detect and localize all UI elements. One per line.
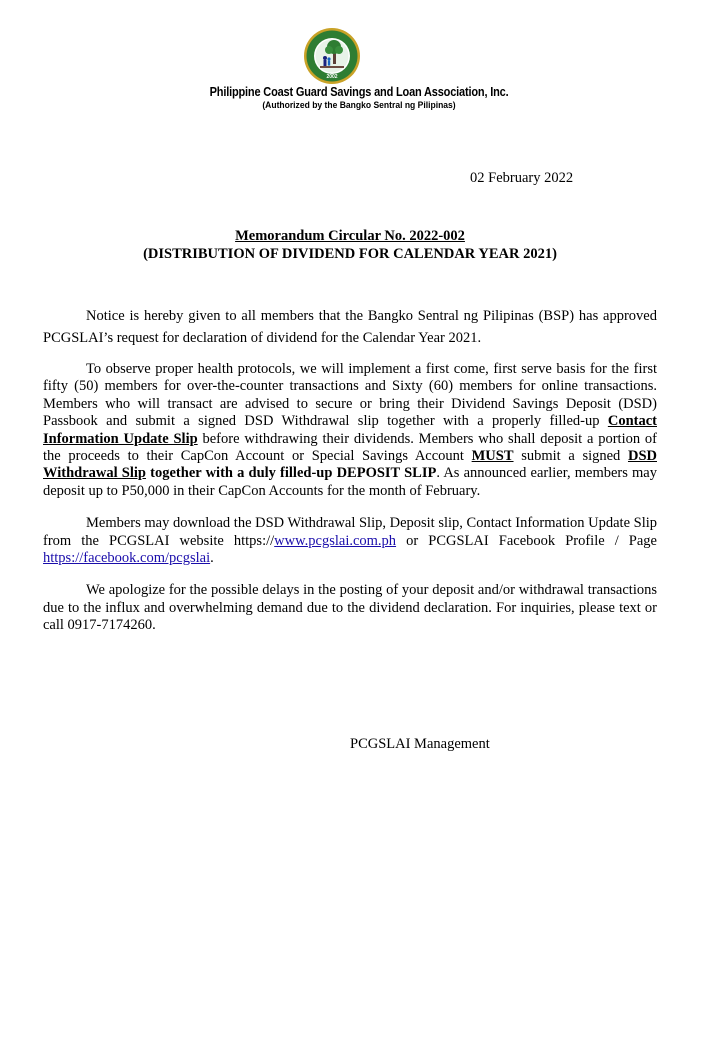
- paragraph-apology: We apologize for the possible delays in the posting of your deposit and/or withdrawal transactions due to the influx and overwhelming demand due to the dividend declaration. For inquiries, please text or call 0917-7174260.: [43, 582, 657, 634]
- paragraph-downloads: Members may download the DSD Withdrawal Slip, Deposit slip, Contact Information Update Slip from the PCGSLAI website https://www.pcgslai.com.ph or PCGSLAI Facebook Profile / Page https://facebook.com/pcgslai.: [43, 515, 658, 567]
- website-link[interactable]: www.pcgslai.com.ph: [274, 532, 397, 549]
- memo-title: Memorandum Circular No. 2022-002: [235, 228, 465, 244]
- seal-year: 2002: [326, 74, 338, 80]
- paragraph-health-protocols: To observe proper health protocols, we will implement a first come, first serve basis for the first fifty (50) members for over-the-counter transactions and Sixty (60) members for online transactions. Members who will transact are advised to secure or bring their Dividend Savings Deposit (DSD) Passbook and submit a signed DSD Withdrawal slip together with a properly filled-up Contact Information Update Slip before withdrawing their dividends. Members who shall deposit a portion of the proceeds to their CapCon Account or Special Savings Account MUST submit a signed DSD Withdrawal Slip together with a duly filled-up DEPOSIT SLIP. As announced earlier, members may deposit up to P50,000 in their CapCon Accounts for the month of February.: [43, 361, 658, 499]
- organization-authorization: (Authorized by the Bangko Sentral ng Pilipinas): [262, 100, 456, 111]
- memo-date: 02 February 2022: [470, 170, 574, 186]
- organization-name: Philippine Coast Guard Savings and Loan Association, Inc.: [209, 85, 509, 99]
- memo-subtitle: (DISTRIBUTION OF DIVIDEND FOR CALENDAR YEAR 2021): [143, 246, 557, 262]
- pcgslai-seal-icon: [300, 27, 364, 85]
- facebook-link[interactable]: https://facebook.com/pcgslai: [43, 550, 211, 567]
- dsd-withdrawal-slip-emphasis: DSD Withdrawal Slip: [43, 448, 657, 482]
- deposit-slip-emphasis: together with a duly filled-up DEPOSIT SLIP: [150, 465, 437, 482]
- must-emphasis: MUST: [471, 448, 514, 465]
- signature: PCGSLAI Management: [350, 736, 490, 752]
- contact-information-slip-emphasis: Contact Information Update Slip: [43, 413, 657, 447]
- paragraph-notice: Notice is hereby given to all members that the Bangko Sentral ng Pilipinas (BSP) has approved PCGSLAI’s request for declaration of dividend for the Calendar Year 2021.: [43, 308, 657, 346]
- memo-body: [43, 305, 657, 650]
